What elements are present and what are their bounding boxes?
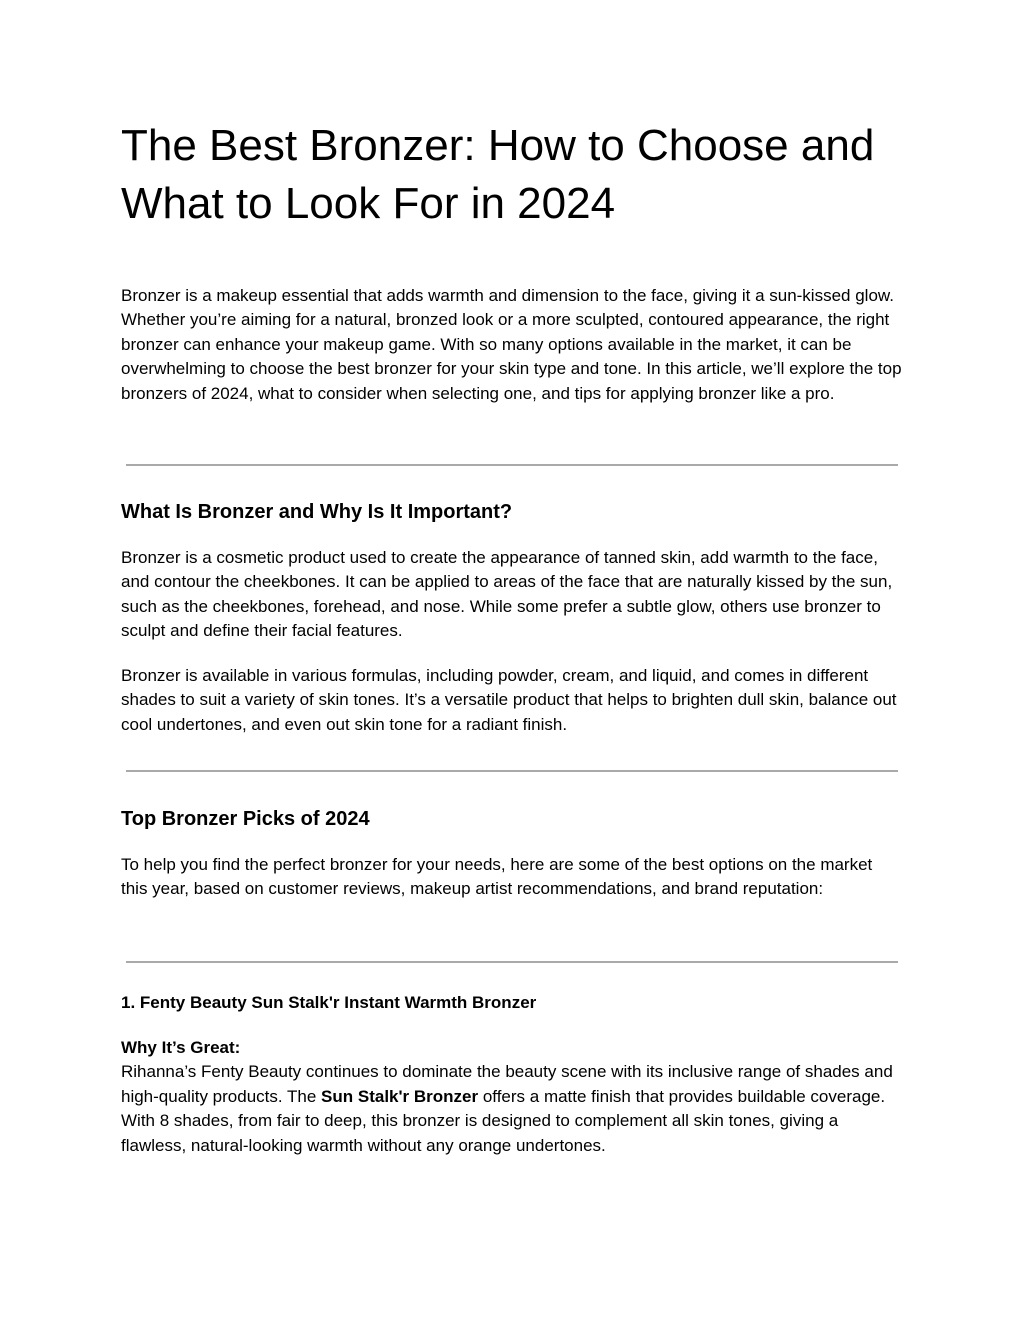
- why-great-label: Why It’s Great:: [121, 1038, 241, 1057]
- pick-heading-fenty: 1. Fenty Beauty Sun Stalk'r Instant Warmth Bronzer: [121, 993, 537, 1012]
- divider: [126, 464, 898, 466]
- section2-paragraph-1: To help you find the perfect bronzer for your needs, here are some of the best options on the market this year, based on customer reviews, makeup artist recommendations, and brand reputation:: [121, 855, 873, 899]
- pick-text-after: offers a matte finish that provides buildable coverage. With 8 shades, from fair to deep, this bronzer is designed to complement all skin tones, giving a flawless, natural-looking warmth without any orange undertones.: [121, 1086, 886, 1155]
- section-heading-what-is-bronzer: What Is Bronzer and Why Is It Important?: [121, 501, 513, 523]
- product-name-bold: Sun Stalk'r Bronzer: [321, 1086, 479, 1106]
- section-heading-top-picks: Top Bronzer Picks of 2024: [121, 808, 370, 830]
- article-title: The Best Bronzer: How to Choose and What to Look For in 2024: [121, 121, 875, 228]
- divider: [126, 770, 898, 772]
- pick-text-before: Rihanna’s Fenty Beauty continues to dominate the beauty scene with its inclusive range of shades and high-quality products. The: [121, 1062, 893, 1106]
- divider: [126, 961, 898, 963]
- pick-description: [121, 1036, 903, 1158]
- intro-paragraph: Bronzer is a makeup essential that adds warmth and dimension to the face, giving it a sun-kissed glow. Whether you’re aiming for a natural, bronzed look or a more sculpted, contoured appearance, the right bronzer can enhance your makeup game. With so many options available in the market, it can be overwhelming to choose the best bronzer for your skin type and tone. In this article, we’ll explore the top bronzers of 2024, what to consider when selecting one, and tips for applying bronzer like a pro.: [121, 286, 902, 403]
- section1-paragraph-2: Bronzer is available in various formulas, including powder, cream, and liquid, and comes in different shades to suit a variety of skin tones. It’s a versatile product that helps to brighten dull skin, balance out cool undertones, and even out skin tone for a radiant finish.: [121, 666, 897, 734]
- section1-paragraph-1: Bronzer is a cosmetic product used to create the appearance of tanned skin, add warmth to the face, and contour the cheekbones. It can be applied to areas of the face that are naturally kissed by the sun, such as the cheekbones, forehead, and nose. While some prefer a subtle glow, others use bronzer to sculpt and define their facial features.: [121, 548, 893, 641]
